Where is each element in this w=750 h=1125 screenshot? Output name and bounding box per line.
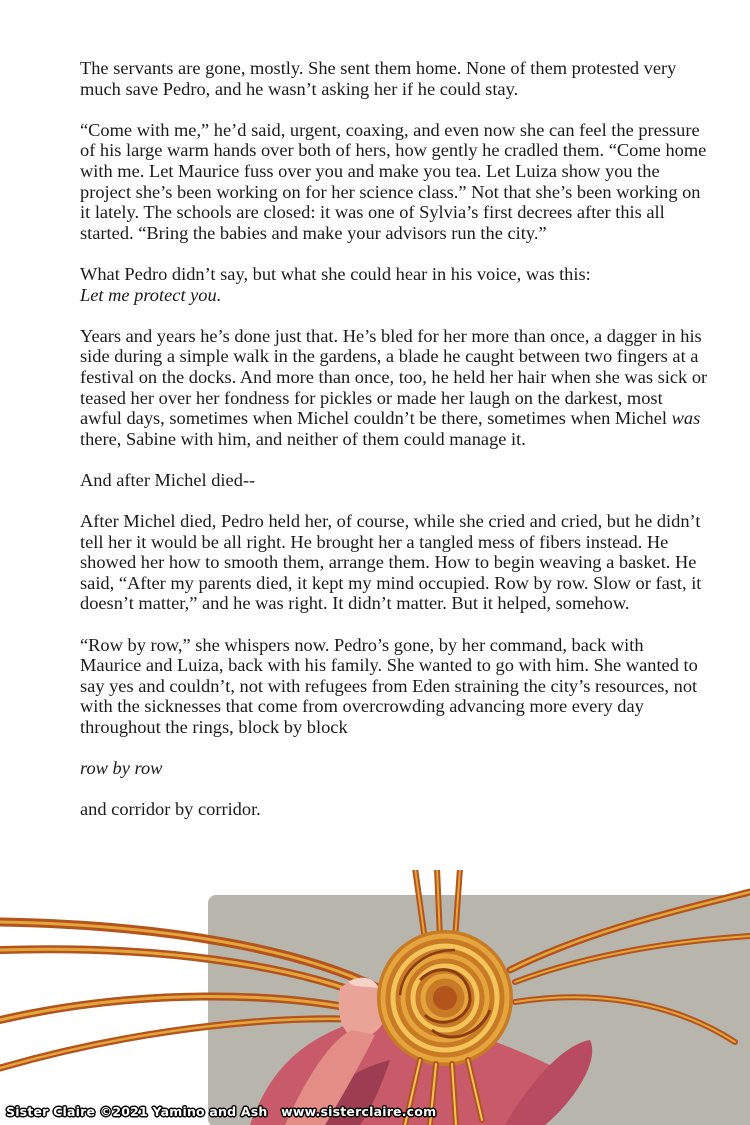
italic-was: was xyxy=(671,408,701,429)
paragraph-3-text: What Pedro didn’t say, but what she could hear in his voice, was this: xyxy=(80,263,591,284)
paragraph-3 xyxy=(80,264,708,305)
paragraph-4-text-a: Years and years he’s done just that. He’s bled for her more than once, a dagger in his side during a simple walk in the gardens, a blade he caught between two fingers at a festival on the docks. And more than once, too, he held her hair when she was sick or teased her over her fondness for pickles or made her laugh on the darkest, most awful days, sometimes when Michel couldn’t be there, sometimes when Michel xyxy=(80,325,708,429)
paragraph-1: The servants are gone, mostly. She sent them home. None of them protested very much save Pedro, and he wasn’t asking her if he could stay. xyxy=(80,58,677,99)
italic-row-by-row: row by row xyxy=(80,758,163,779)
basket-weaving-illustration xyxy=(0,870,750,1125)
paragraph-5: And after Michel died-- xyxy=(80,469,256,490)
paragraph-6: After Michel died, Pedro held her, of course, while she cried and cried, but he didn’t tell her it would be all right. He brought her a tangled mess of fibers instead. He showed her how to smooth them, arrange them. How to begin weaving a basket. He said, “After my parents died, it kept my mind occupied. Row by row. Slow or fast, it doesn’t matter,” and he was right. It didn’t matter. But it helped, somehow. xyxy=(80,511,702,614)
paragraph-4 xyxy=(80,326,708,450)
italic-let-me-protect: Let me protect you. xyxy=(80,284,222,305)
paragraph-7: “Row by row,” she whispers now. Pedro’s gone, by her command, back with Maurice and Luiza, back with his family. She wanted to go with him. She wanted to say yes and couldn’t, not with refugees from Eden straining the city’s resources, not with the sicknesses that come from overcrowding advancing more every day throughout the rings, block by block xyxy=(80,634,698,737)
woven-basket xyxy=(377,930,513,1066)
paragraph-8 xyxy=(80,758,708,779)
paragraph-2: “Come with me,” he’d said, urgent, coaxing, and even now she can feel the pressure of his large warm hands over both of hers, how gently he cradled them. “Come home with me. Let Maurice fuss over you and make you tea. Let Luiza show you the project she’s been working on for her science class.” Not that she’s been working on it lately. The schools are closed: it was one of Sylvia’s first decrees after this all started. “Bring the babies and make your advisors run the city.” xyxy=(80,119,707,243)
story-text xyxy=(80,58,708,841)
copyright-credit: Sister Claire ©2021 Yamino and Ash www.sisterclaire.com xyxy=(6,1104,437,1119)
paragraph-4-text-b: there, Sabine with him, and neither of them could manage it. xyxy=(80,428,526,449)
paragraph-9: and corridor by corridor. xyxy=(80,799,261,820)
